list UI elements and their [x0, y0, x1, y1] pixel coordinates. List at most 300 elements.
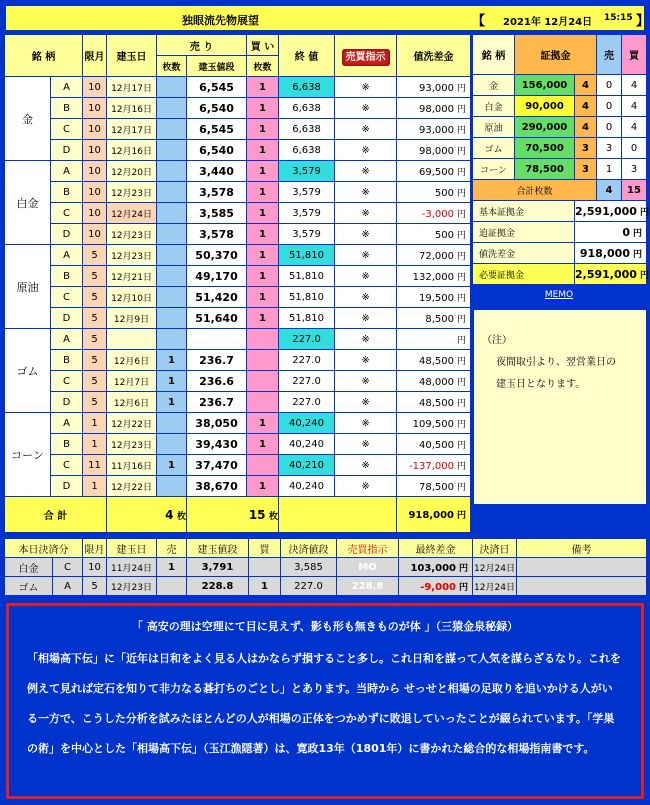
baibai-shiji-label: 売買指示 [342, 49, 390, 66]
settle-diff [399, 558, 473, 577]
instruction-cell: ※ [335, 245, 397, 266]
month-cell: 10 [83, 119, 107, 140]
date-cell: 12月17日 [107, 77, 157, 98]
header-neara-sagaku: 値洗差金 [397, 35, 471, 77]
instruction-cell: ※ [335, 350, 397, 371]
close-price-cell: 40,210 [279, 455, 335, 476]
instruction-cell: ※ [335, 371, 397, 392]
margin-name: 原油 [473, 117, 515, 138]
margin-amount: 90,000 [515, 96, 575, 117]
diff-value: 109,500 [412, 418, 455, 430]
margin-count: 4 [575, 96, 597, 117]
settle-diff-value: 103,000 [410, 562, 456, 574]
close-price-cell: 227.0 [279, 329, 335, 350]
margin-count: 4 [575, 117, 597, 138]
instruction-cell: ※ [335, 476, 397, 497]
entry-price-cell: 51,420 [187, 287, 247, 308]
commodity-name: ゴム [5, 329, 51, 413]
mark-to-market-cell [397, 287, 471, 308]
margin-count: 3 [575, 159, 597, 180]
buy-count-cell [247, 455, 279, 476]
buy-count-cell: 1 [247, 413, 279, 434]
diff-value: 78,500 [419, 481, 455, 493]
margin-row [473, 117, 647, 138]
settle-date-out: 12月24日 [473, 577, 517, 596]
date-cell: 12月23日 [107, 245, 157, 266]
settle-sell [157, 577, 187, 596]
mark-to-market-cell [397, 476, 471, 497]
sell-count-cell: 1 [157, 371, 187, 392]
header-kai: 買 い [247, 35, 279, 56]
summary-unit: 円 [639, 270, 649, 281]
date-cell: 12月23日 [107, 434, 157, 455]
settle-header-tategyokubi: 建玉日 [107, 539, 157, 558]
buy-count-cell: 1 [247, 245, 279, 266]
header-baibai-shiji [335, 35, 397, 77]
month-cell: 10 [83, 182, 107, 203]
sell-count-cell [157, 224, 187, 245]
diff-unit: 円 [457, 293, 467, 304]
header-bar [4, 4, 650, 32]
header-tategyokubi: 建玉日 [107, 35, 157, 77]
summary-value [575, 201, 647, 222]
settlement-row [5, 558, 647, 577]
grade-cell: C [51, 371, 83, 392]
diff-value: 500 [434, 187, 455, 199]
diff-unit: 円 [457, 230, 467, 241]
memo-title[interactable]: MEMO [544, 290, 574, 300]
margin-sell: 0 [597, 117, 622, 138]
entry-price-cell: 236.7 [187, 350, 247, 371]
diff-unit: 円 [457, 83, 467, 94]
diff-value: 19,500 [419, 292, 455, 304]
summary-label: 基本証拠金 [473, 201, 575, 222]
sell-count-cell [157, 266, 187, 287]
margin-name: 白金 [473, 96, 515, 117]
instruction-cell: ※ [335, 77, 397, 98]
summary-amount: 0 [622, 225, 630, 239]
position-row [5, 392, 471, 413]
date-cell [107, 329, 157, 350]
instruction-cell: ※ [335, 392, 397, 413]
entry-price-cell: 6,540 [187, 140, 247, 161]
month-cell: 1 [83, 413, 107, 434]
close-price-cell: 3,579 [279, 203, 335, 224]
month-cell: 5 [83, 392, 107, 413]
diff-value: 40,500 [419, 439, 455, 451]
header-uri-maisu: 枚数 [157, 56, 187, 77]
commodity-name: コーン [5, 413, 51, 497]
summary-amount: 2,591,000 [575, 204, 637, 218]
buy-count-cell: 1 [247, 182, 279, 203]
bracket-left: 【 [472, 14, 486, 29]
month-cell: 10 [83, 77, 107, 98]
close-price-cell: 40,240 [279, 434, 335, 455]
month-cell: 5 [83, 371, 107, 392]
date-cell: 11月16日 [107, 455, 157, 476]
memo-box [474, 310, 646, 504]
margin-amount: 290,000 [515, 117, 575, 138]
date-cell: 12月24日 [107, 203, 157, 224]
settlement-header-row [5, 539, 647, 558]
sell-count-cell: 1 [157, 455, 187, 476]
buy-count-cell [247, 392, 279, 413]
buy-count-cell [247, 350, 279, 371]
margin-buy: 0 [622, 138, 647, 159]
margin-row [473, 75, 647, 96]
date-cell: 12月22日 [107, 476, 157, 497]
settle-grade: C [53, 558, 83, 577]
position-row [5, 476, 471, 497]
margin-header-meigara: 銘 柄 [473, 35, 515, 75]
mark-to-market-cell [397, 392, 471, 413]
sell-count-cell [157, 329, 187, 350]
diff-value: 8,500 [425, 313, 455, 325]
close-price-cell: 40,240 [279, 413, 335, 434]
buy-count-cell: 1 [247, 77, 279, 98]
position-row [5, 350, 471, 371]
date-cell: 12月20日 [107, 161, 157, 182]
mark-to-market-cell [397, 224, 471, 245]
diff-unit: 円 [457, 146, 467, 157]
margin-buy: 4 [622, 96, 647, 117]
summary-unit: 円 [639, 207, 649, 218]
diff-unit: 円 [457, 188, 467, 199]
buy-count-cell: 1 [247, 308, 279, 329]
page-title: 独眼流先物展望 [182, 14, 259, 27]
settle-header-uri: 売 [157, 539, 187, 558]
settle-instruction: 228.8 [337, 577, 399, 596]
commodity-name: 原油 [5, 245, 51, 329]
date-cell: 12月6日 [107, 350, 157, 371]
memo-line-2: 建玉日となります。 [496, 379, 586, 390]
close-price-cell: 6,638 [279, 140, 335, 161]
settle-header-gencho: 限月 [83, 539, 107, 558]
instruction-cell: ※ [335, 119, 397, 140]
commodity-name: 白金 [5, 161, 51, 245]
entry-price-cell: 236.7 [187, 392, 247, 413]
grade-cell: A [51, 329, 83, 350]
diff-unit: 円 [457, 398, 467, 409]
grade-cell: D [51, 140, 83, 161]
close-price-cell: 51,810 [279, 287, 335, 308]
summary-row [473, 264, 647, 285]
instruction-cell: ※ [335, 182, 397, 203]
position-row [5, 98, 471, 119]
header-owarine: 終 値 [279, 35, 335, 77]
date-cell: 12月7日 [107, 371, 157, 392]
summary-amount: 918,000 [579, 246, 630, 260]
sell-count-cell [157, 77, 187, 98]
sell-count-cell [157, 287, 187, 308]
grade-cell: C [51, 455, 83, 476]
settle-diff-unit: 円 [458, 582, 468, 593]
entry-price-cell: 3,440 [187, 161, 247, 182]
grade-cell: D [51, 392, 83, 413]
position-row [5, 329, 471, 350]
position-row [5, 287, 471, 308]
margin-header-row [473, 35, 647, 75]
notice-panel [6, 603, 644, 799]
settle-buy: 1 [249, 577, 281, 596]
entry-price-cell: 6,545 [187, 119, 247, 140]
mark-to-market-cell [397, 350, 471, 371]
positions-total-row [5, 497, 471, 533]
instruction-cell: ※ [335, 161, 397, 182]
settle-remarks [517, 558, 647, 577]
total-sell [107, 497, 187, 533]
sell-count-cell: 1 [157, 350, 187, 371]
close-price-cell: 51,810 [279, 266, 335, 287]
margin-header-uri: 売 [597, 35, 622, 75]
settle-diff-unit: 円 [458, 563, 468, 574]
mark-to-market-cell [397, 434, 471, 455]
grade-cell: A [51, 245, 83, 266]
date-cell: 12月10日 [107, 287, 157, 308]
close-price-cell: 51,810 [279, 245, 335, 266]
mark-to-market-cell [397, 371, 471, 392]
total-label: 合 計 [5, 497, 107, 533]
total-diff-unit: 円 [457, 511, 467, 521]
margin-count: 4 [575, 75, 597, 96]
date-cell: 12月9日 [107, 308, 157, 329]
diff-value: -3,000 [421, 208, 455, 220]
settle-price: 228.8 [187, 577, 249, 596]
date-cell: 12月17日 [107, 119, 157, 140]
settle-date: 11月24日 [107, 558, 157, 577]
diff-value: 69,500 [419, 166, 455, 178]
month-cell: 10 [83, 140, 107, 161]
summary-amount: 2,591,000 [575, 267, 637, 281]
diff-unit: 円 [457, 440, 467, 451]
margin-amount: 70,500 [515, 138, 575, 159]
margin-buy: 3 [622, 159, 647, 180]
sell-count-cell [157, 119, 187, 140]
date-cell: 12月16日 [107, 98, 157, 119]
month-cell: 10 [83, 161, 107, 182]
entry-price-cell: 39,430 [187, 434, 247, 455]
mark-to-market-cell [397, 140, 471, 161]
month-cell: 5 [83, 266, 107, 287]
instruction-cell: ※ [335, 413, 397, 434]
grade-cell: A [51, 161, 83, 182]
grade-cell: B [51, 98, 83, 119]
total-spacer [279, 497, 397, 533]
mark-to-market-cell [397, 308, 471, 329]
summary-value [575, 222, 647, 243]
buy-count-cell: 1 [247, 203, 279, 224]
header-uri: 売 り [157, 35, 247, 56]
diff-value: 500 [434, 229, 455, 241]
margin-buy: 4 [622, 117, 647, 138]
settlement-row [5, 577, 647, 596]
grade-cell: A [51, 77, 83, 98]
grade-cell: C [51, 119, 83, 140]
buy-count-cell: 1 [247, 224, 279, 245]
total-diff-value: 918,000 [408, 510, 455, 521]
total-sell-unit: 枚 [177, 511, 187, 522]
margin-sell: 3 [597, 138, 622, 159]
date-cell: 12月23日 [107, 182, 157, 203]
settle-price: 3,791 [187, 558, 249, 577]
mark-to-market-cell [397, 455, 471, 476]
sell-count-cell [157, 203, 187, 224]
mark-to-market-cell [397, 98, 471, 119]
settle-header-tate-nedan: 建玉値段 [187, 539, 249, 558]
entry-price-cell: 3,578 [187, 224, 247, 245]
month-cell: 5 [83, 350, 107, 371]
date-cell: 12月6日 [107, 392, 157, 413]
summary-unit: 円 [632, 228, 642, 239]
grade-cell: D [51, 476, 83, 497]
position-row [5, 413, 471, 434]
close-price-cell: 3,579 [279, 224, 335, 245]
instruction-cell: ※ [335, 329, 397, 350]
diff-value: 48,500 [419, 397, 455, 409]
summary-row [473, 222, 647, 243]
margin-total-label: 合計枚数 [473, 180, 597, 201]
margin-row [473, 96, 647, 117]
notice-body: 「相場高下伝」に「近年は日和をよく見る人はかならず損すること多し。これ日和を謀って人気を謀らざるなり。これを例えて見れば定石を知りて非力なる碁打ちのごとし」とあります。当時から せっせと相場の足取りを追いかける人がいる一方で、こうした分析を試みたほとんどの人が相場の正体をつかめずに敗退していったことが綴られています。「学巣の術」を中心とした「相場高下伝」（玉江漁隠著）は、寛政13年（1801年）に書かれた総合的な相場指南書です。 [27, 652, 621, 755]
diff-unit: 円 [457, 356, 467, 367]
settle-diff [399, 577, 473, 596]
entry-price-cell: 51,640 [187, 308, 247, 329]
report-date: 2021年 12月24日 [503, 17, 593, 28]
close-price-cell: 6,638 [279, 98, 335, 119]
close-price-cell: 227.0 [279, 350, 335, 371]
instruction-cell: ※ [335, 455, 397, 476]
instruction-cell: ※ [335, 266, 397, 287]
grade-cell: C [51, 203, 83, 224]
margin-name: コーン [473, 159, 515, 180]
diff-unit: 円 [457, 461, 467, 472]
instruction-cell: ※ [335, 140, 397, 161]
buy-count-cell: 1 [247, 140, 279, 161]
entry-price-cell: 50,370 [187, 245, 247, 266]
diff-unit: 円 [457, 314, 467, 325]
margin-total-row [473, 180, 647, 201]
month-cell: 1 [83, 476, 107, 497]
settle-header-saishu-sagaku: 最終差金 [399, 539, 473, 558]
total-buy-unit: 枚 [269, 511, 279, 522]
buy-count-cell: 1 [247, 119, 279, 140]
month-cell: 5 [83, 308, 107, 329]
summary-value [575, 243, 647, 264]
entry-price-cell: 3,585 [187, 203, 247, 224]
summary-row [473, 201, 647, 222]
instruction-cell: ※ [335, 203, 397, 224]
settle-header-baibai-shiji: 売買指示 [337, 539, 399, 558]
margin-amount: 156,000 [515, 75, 575, 96]
sell-count-cell [157, 413, 187, 434]
margin-count: 3 [575, 138, 597, 159]
header-tate-nedan: 建玉値段 [187, 56, 247, 77]
month-cell: 10 [83, 98, 107, 119]
close-price-cell: 227.0 [279, 371, 335, 392]
positions-header-row-1 [5, 35, 471, 56]
close-price-cell: 40,240 [279, 476, 335, 497]
mark-to-market-cell [397, 329, 471, 350]
close-price-cell: 6,638 [279, 77, 335, 98]
margin-row [473, 138, 647, 159]
settle-header-kessaibi: 決済日 [473, 539, 517, 558]
diff-unit: 円 [457, 377, 467, 388]
settle-header-label: 本日決済分 [5, 539, 83, 558]
diff-value: -137,000 [409, 460, 455, 472]
month-cell: 5 [83, 287, 107, 308]
position-row [5, 77, 471, 98]
commodity-name: 金 [5, 77, 51, 161]
date-cell: 12月16日 [107, 140, 157, 161]
summary-label: 追証拠金 [473, 222, 575, 243]
buy-count-cell: 1 [247, 266, 279, 287]
summary-label: 値洗差金 [473, 243, 575, 264]
sell-count-cell [157, 98, 187, 119]
entry-price-cell: 3,578 [187, 182, 247, 203]
grade-cell: B [51, 182, 83, 203]
grade-cell: B [51, 350, 83, 371]
close-price-cell: 3,579 [279, 161, 335, 182]
grade-cell: B [51, 434, 83, 455]
summary-label: 必要証拠金 [473, 264, 575, 285]
report-time: 15:15 [604, 13, 633, 23]
diff-value: 98,000 [419, 103, 455, 115]
summary-unit: 円 [632, 249, 642, 260]
total-buy [187, 497, 279, 533]
mark-to-market-cell [397, 77, 471, 98]
diff-unit: 円 [457, 419, 467, 430]
month-cell: 10 [83, 203, 107, 224]
summary-row [473, 243, 647, 264]
buy-count-cell [247, 371, 279, 392]
instruction-cell: ※ [335, 308, 397, 329]
buy-count-cell: 1 [247, 476, 279, 497]
margin-table [472, 34, 647, 285]
position-row [5, 308, 471, 329]
header-meigara: 銘 柄 [5, 35, 83, 77]
date-cell: 12月22日 [107, 413, 157, 434]
header-gencho: 限月 [83, 35, 107, 77]
diff-unit: 円 [457, 125, 467, 136]
settle-date: 12月23日 [107, 577, 157, 596]
diff-unit: 円 [457, 167, 467, 178]
margin-row [473, 159, 647, 180]
margin-total-sell: 4 [597, 180, 622, 201]
settle-value: 3,585 [281, 558, 337, 577]
settle-header-biko: 備考 [517, 539, 647, 558]
diff-value: 132,000 [412, 271, 455, 283]
close-price-cell: 6,638 [279, 119, 335, 140]
diff-unit: 円 [457, 104, 467, 115]
diff-value: 98,000 [419, 145, 455, 157]
diff-value: 48,000 [419, 376, 455, 388]
position-row [5, 161, 471, 182]
position-row [5, 203, 471, 224]
diff-value: 93,000 [419, 82, 455, 94]
diff-value: 72,000 [419, 250, 455, 262]
diff-value: 93,000 [419, 124, 455, 136]
entry-price-cell: 49,170 [187, 266, 247, 287]
margin-amount: 78,500 [515, 159, 575, 180]
total-buy-count: 15 [248, 507, 266, 522]
entry-price-cell: 38,050 [187, 413, 247, 434]
mark-to-market-cell [397, 413, 471, 434]
grade-cell: D [51, 224, 83, 245]
memo-line-1: 夜間取引より、翌営業日の [496, 357, 616, 368]
buy-count-cell: 1 [247, 98, 279, 119]
sell-count-cell [157, 182, 187, 203]
settle-header-kai: 買 [249, 539, 281, 558]
